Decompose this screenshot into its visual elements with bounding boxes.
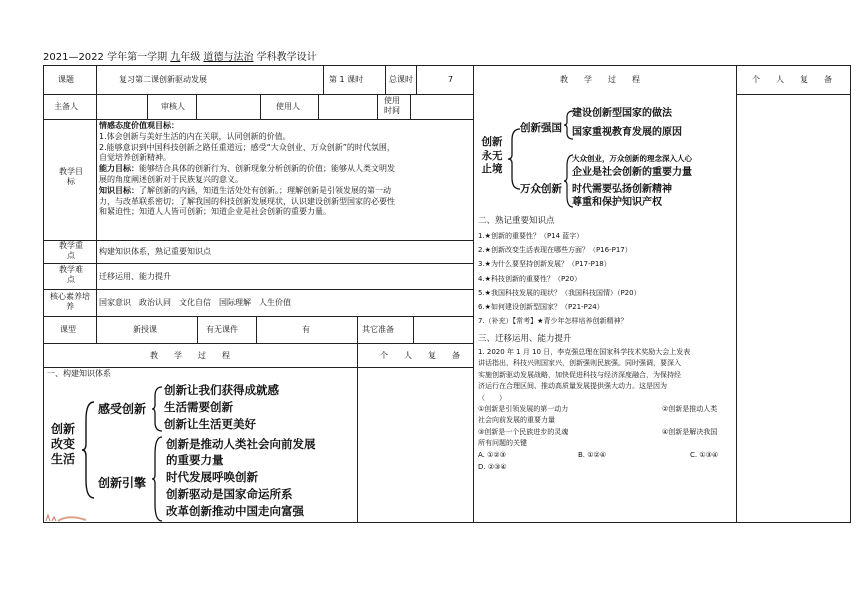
use-time-label: 使用时间 xyxy=(384,96,400,115)
choice-d: D. ②③④ xyxy=(478,462,507,471)
goal-label: 教学目标 xyxy=(59,167,83,187)
option-4: ④创新是解决我国 xyxy=(662,427,718,436)
mindmap-left-brace-root xyxy=(82,400,96,500)
key-point-item: 4.★科技创新的重要性？（P20） xyxy=(478,274,582,283)
mindmap-left-b2-item5: 改革创新推动中国走向富强 xyxy=(166,504,304,518)
ornament-icon xyxy=(44,508,88,522)
mindmap-left-b1-item1: 创新让我们获得成就感 xyxy=(164,383,279,397)
question-line: 1. 2020 年 1 月 10 日，李克强总理在国家科学技术奖励大会上发表 xyxy=(478,348,691,356)
mindmap-left-branch1: 感受创新 xyxy=(98,402,147,416)
topic-label: 课题 xyxy=(58,75,74,84)
question-line: 实施创新驱动发展战略，加快促进科技与经济深度融合，为保持经 xyxy=(478,370,681,379)
key-label: 教学重点 xyxy=(59,241,83,260)
mindmap-left-b2-item4: 创新驱动是国家命运所系 xyxy=(166,487,293,501)
mindmap-right-root: 创新永无止境 xyxy=(481,136,503,176)
mindmap-left-b1-item3: 创新让生活更美好 xyxy=(164,417,256,431)
mindmap-left-b2-item3: 时代发展呼唤创新 xyxy=(166,470,258,484)
core-value: 国家意识 政治认同 文化自信 国际理解 人生价值 xyxy=(99,298,291,307)
mindmap-left-brace-2 xyxy=(152,436,164,522)
mindmap-left-root: 创新改变生活 xyxy=(50,422,75,466)
lesson-number: 第 1 课时 xyxy=(329,75,364,84)
mindmap-left-branch2: 创新引擎 xyxy=(98,476,147,490)
question-line: 济运行在合理区间、推动高质量发展提供强大动力。这是因为 xyxy=(478,382,667,391)
mindmap-left xyxy=(44,380,356,522)
header-grade: 九 xyxy=(170,52,181,63)
teaching-goals xyxy=(99,121,471,218)
key-point-item: 2.★创新改变生活表现在哪些方面？（P16-P17） xyxy=(478,246,632,255)
topic-value: 复习第二课创新驱动发展 xyxy=(119,75,207,84)
header-grade-suffix: 年级 xyxy=(180,52,201,63)
goal-ability-a: 能够结合具体的创新行为、创新现象分析创新的价值；能够从人类文明发 xyxy=(139,164,395,174)
option-3: ③创新是一个民族进步的灵魂 xyxy=(478,427,569,436)
goal-ability-title: 能力目标： xyxy=(99,164,139,174)
option-2-cont: 社会向前发展的重要力量 xyxy=(478,416,555,425)
key-point-item: 1.★创新的重要性？（P14 蓝字） xyxy=(478,232,584,240)
section2-title: 二、熟记重要知识点 xyxy=(478,216,555,226)
choice-c: C. ①③④ xyxy=(690,450,719,459)
difficulty-value: 迁移运用、能力提升 xyxy=(99,272,171,281)
mindmap-right-b1-item2: 国家重视教育发展的原因 xyxy=(572,127,682,138)
difficulty-label: 教学难点 xyxy=(59,265,83,284)
mindmap-left-b2-item1: 创新是推动人类社会向前发展 xyxy=(166,437,316,451)
goal-knowledge-b: 力，与改革联系密切；了解我国的科技创新发展现状，认识建设创新型国家的必要性 xyxy=(99,196,395,206)
header-subject: 道德与法治 xyxy=(203,52,254,63)
user-label: 使用人 xyxy=(276,102,300,111)
question-line: （ ） xyxy=(478,393,506,402)
section1-title: 一、构建知识体系 xyxy=(47,369,111,378)
key-point-item: 6.★如何建设创新型国家？（P21-P24） xyxy=(478,303,604,312)
goal-knowledge-a: 了解创新的内涵，知道生活处处有创新。；理解创新是引领发展的第一动 xyxy=(139,185,391,195)
mindmap-right-b1-item1: 建设创新型国家的做法 xyxy=(572,108,672,119)
mindmap-right-b2-item4: 尊重和保护知识产权 xyxy=(572,197,662,208)
option-4-cont: 所有问题的关键 xyxy=(478,439,527,448)
mindmap-left-b1-item2: 生活需要创新 xyxy=(164,400,233,414)
core-label: 核心素养培养 xyxy=(50,292,90,312)
choice-a: A. ①②③ xyxy=(478,450,506,459)
key-points-list xyxy=(478,229,734,328)
mindmap-right-branch1: 创新强国 xyxy=(520,122,562,134)
reviewer-label: 审核人 xyxy=(161,102,185,111)
goal-ability-b: 展的角度阐述创新对于民族复兴的意义。 xyxy=(99,174,243,184)
other-prep-label: 其它准备 xyxy=(362,325,394,334)
key-point-item: 3.★为什么要坚持创新发展？（P17-P18） xyxy=(478,260,611,269)
review-header-left: 个 人 复 备 xyxy=(380,351,460,360)
choice-b: B. ①②④ xyxy=(578,450,607,459)
option-1: ①创新是引领发展的第一动力 xyxy=(478,405,569,414)
key-value: 构建知识体系，熟记重要知识点 xyxy=(99,247,211,256)
key-point-item: 7.（补充）【常考】★青少年怎样培养创新精神？ xyxy=(478,317,628,326)
process-header-right: 教 学 过 程 xyxy=(560,75,640,84)
header-year: 2021—2022 学年第一学期 xyxy=(43,52,168,63)
mindmap-right-branch2: 万众创新 xyxy=(520,183,562,195)
decorative-ornament xyxy=(44,508,88,522)
option-2: ②创新是推动人类 xyxy=(662,405,718,414)
goal-emotion-2a: 2.能够意识到中国科技创新之路任重道远；感受“大众创业、万众创新”的时代氛围， xyxy=(99,142,395,152)
goal-emotion-1: 1.体会创新与美好生活的内在关联，认同创新的价值。 xyxy=(99,131,291,141)
type-value: 新授课 xyxy=(133,325,157,334)
question-line: 讲话指出，科技兴则国家兴，创新强则民族强。同时强调，要深入 xyxy=(478,359,681,368)
header-design: 学科教学设计 xyxy=(256,52,317,63)
mindmap-left-brace-1 xyxy=(152,386,164,432)
courseware-value: 有 xyxy=(302,325,310,334)
mindmap-left-b2-item2: 的重要力量 xyxy=(166,453,224,467)
section3-title: 三、迁移运用、能力提升 xyxy=(478,334,572,344)
mindmap-right xyxy=(476,98,734,210)
mindmap-right-b2-item1: 大众创业，万众创新的理念深入人心 xyxy=(572,154,692,163)
courseware-label: 有无课件 xyxy=(206,325,238,334)
goal-emotion-title: 情感态度价值观目标： xyxy=(99,121,179,130)
review-header-right: 个 人 复 备 xyxy=(752,75,832,84)
goal-knowledge-title: 知识目标： xyxy=(99,185,139,195)
mindmap-right-brace-root xyxy=(508,128,522,190)
key-point-item: 5.★我国科技发展的现状？（我国科技国情）（P20） xyxy=(478,288,641,297)
total-lessons-label: 总课时 xyxy=(389,75,413,84)
goal-emotion-2b: 自觉培养创新精神。 xyxy=(99,153,171,163)
type-label: 课型 xyxy=(60,325,76,334)
process-header-left: 教 学 过 程 xyxy=(150,351,230,360)
total-lessons-value: 7 xyxy=(448,75,454,84)
mindmap-right-b2-item3: 时代需要弘扬创新精神 xyxy=(572,184,672,195)
mindmap-right-b2-item2: 企业是社会创新的重要力量 xyxy=(572,167,692,178)
goal-knowledge-c: 和紧迫性；知道人人皆可创新；知道企业是社会创新的重要力量。 xyxy=(99,207,331,217)
question-1 xyxy=(478,347,734,473)
doc-header xyxy=(43,52,317,64)
preparer-label: 主备人 xyxy=(54,102,78,111)
